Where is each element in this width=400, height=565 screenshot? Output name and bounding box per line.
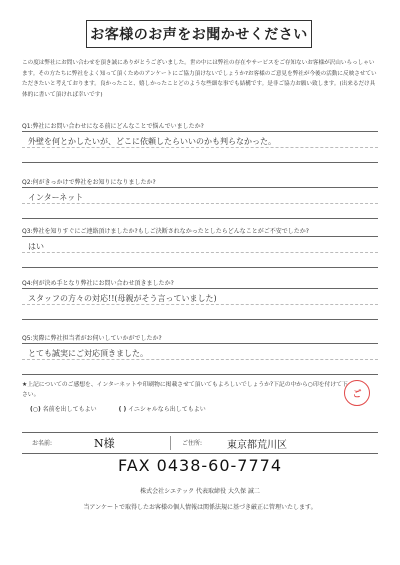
answer-box-2[interactable] xyxy=(22,187,378,219)
question-block-3 xyxy=(22,227,378,268)
fax-number: FAX 0438-60-7774 xyxy=(117,456,283,475)
answer-line xyxy=(22,147,378,148)
intro-text: この度は弊社にお問い合わせを頂き誠にありがとうございました。世の中には弊社の存在やサービスをご存知ないお客様が沢山いらっしゃいます。その方たちに弊社をよく知って頂くためのアンケートにご協力頂けないでしょうか?お客様のご意見を弊社が今後の活動に反映させていただきたいと考えております。良かったこと、嬉しかったことどのような些細な事でも結構です。是非ご協力お願い致します。(出来るだけ具体的に書いて頂ければ幸いです) xyxy=(22,60,377,98)
page-title: お客様のお声をお聞かせください xyxy=(86,20,312,48)
choice-mark: (○) xyxy=(30,406,41,413)
choice-mark: ( ) xyxy=(118,406,127,413)
answer-3: はい xyxy=(28,242,44,251)
answer-box-5[interactable] xyxy=(22,343,378,375)
choice-label: イニシャルなら出してもよい xyxy=(128,406,206,413)
address-value: 東京都荒川区 xyxy=(227,440,287,451)
name-label: お名前: xyxy=(32,440,53,447)
answer-line xyxy=(22,359,378,360)
question-3: Q3:弊社を知りすぐにご連絡頂けましたか?もしご決断されなかったとしたらどんなことがご不安でしたか? xyxy=(22,228,309,235)
answer-box-1[interactable] xyxy=(22,131,378,163)
choice-name-ok[interactable] xyxy=(30,404,97,413)
answer-1: 外壁を何とかしたいが、どこに依頼したらいいのかも判らなかった。 xyxy=(28,137,276,146)
question-block-1 xyxy=(22,122,378,163)
answer-5: とても誠実にご対応頂きました。 xyxy=(28,349,148,358)
question-5: Q5:実際に弊社担当者がお伺いしていかがでしたか? xyxy=(22,335,162,342)
name-value: N様 xyxy=(94,437,115,450)
red-seal-stamp: ご xyxy=(344,380,370,406)
question-block-2 xyxy=(22,178,378,219)
privacy-note: 当アンケートで取得したお客様の個人情報は関係法規に基づき厳正に管理いたします。 xyxy=(83,504,317,511)
question-block-5 xyxy=(22,334,378,375)
answer-box-4[interactable] xyxy=(22,288,378,320)
company-line: 株式会社シエテック 代表取締役 大久保 誠二 xyxy=(140,488,260,495)
customer-info-row xyxy=(22,432,378,454)
answer-box-3[interactable] xyxy=(22,236,378,268)
question-block-4 xyxy=(22,279,378,320)
consent-choices xyxy=(30,404,360,413)
question-2: Q2:何がきっかけで弊社をお知りになりましたか? xyxy=(22,179,156,186)
answer-4: スタッフの方々の対応!!(母親がそう言っていました) xyxy=(28,294,217,303)
choice-initials-ok[interactable] xyxy=(119,404,206,413)
row-divider xyxy=(170,436,171,450)
choice-label: 名前を出してもよい xyxy=(42,406,97,413)
address-label: ご住所: xyxy=(182,440,203,447)
answer-line xyxy=(22,252,378,253)
answer-2: インターネット xyxy=(28,193,84,202)
consent-text: ★上記についてのご感想を、インターネットや印刷物に掲載させて頂いてもよろしいでしょうか?下記の中から○印を付けて下さい。 xyxy=(22,382,348,398)
answer-line xyxy=(22,203,378,204)
question-4: Q4:何が決め手となり弊社にお問い合わせ頂きましたか? xyxy=(22,280,174,287)
answer-line xyxy=(22,304,378,305)
question-1: Q1:弊社にお問い合わせになる前にどんなことで悩んでいましたか? xyxy=(22,123,204,130)
